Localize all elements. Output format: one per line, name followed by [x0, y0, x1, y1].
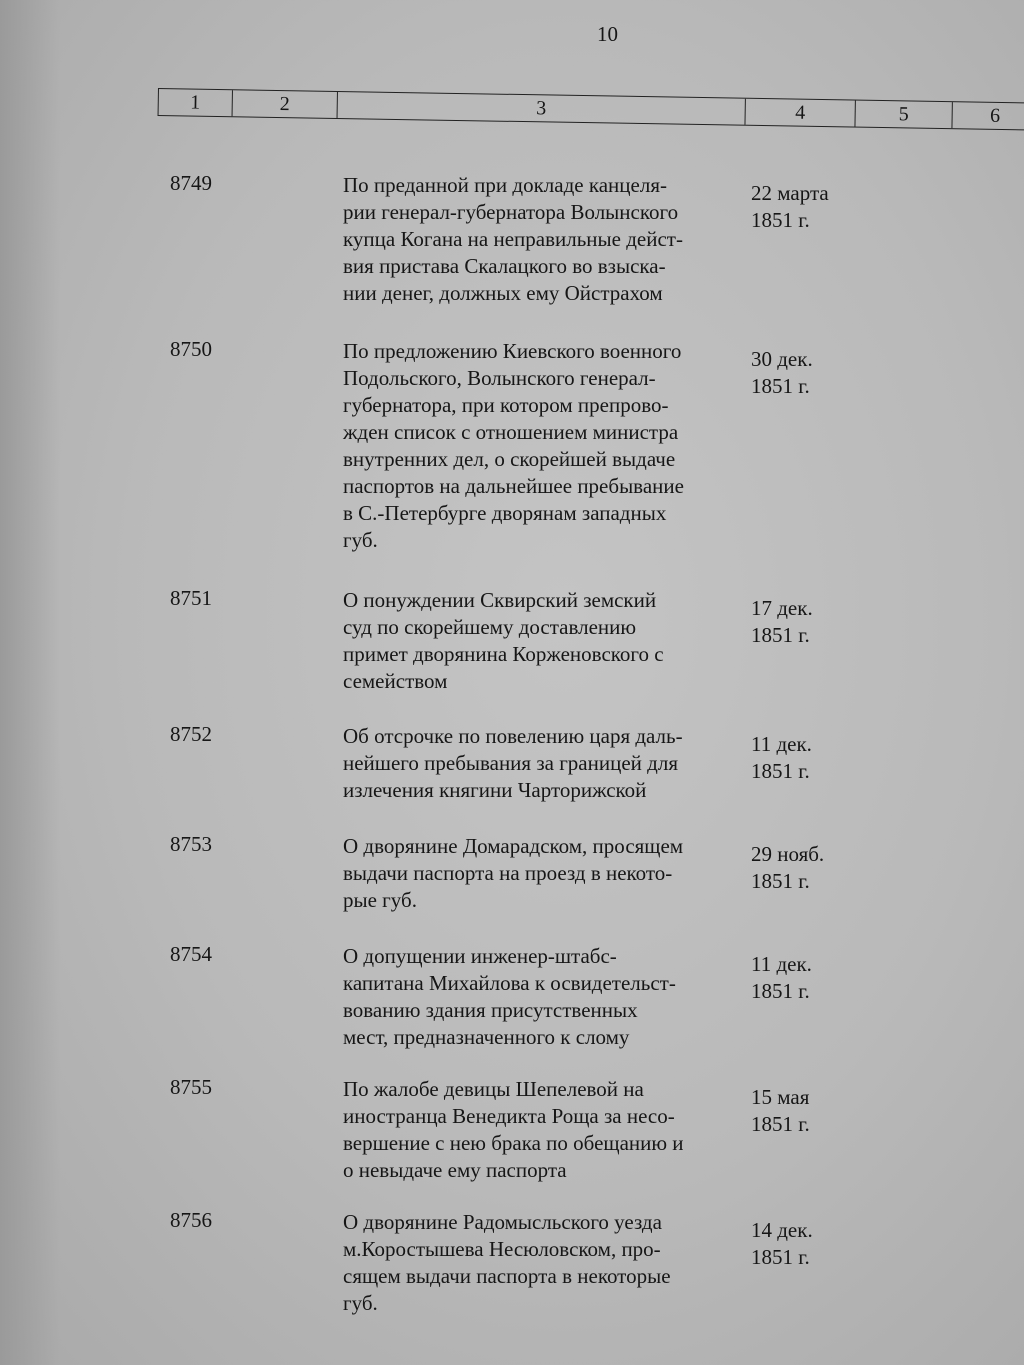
page-number: 10 — [597, 22, 618, 46]
page-edge-shadow — [0, 0, 60, 1365]
entry-date: 30 дек. 1851 г. — [751, 347, 813, 398]
header-col-2: 2 — [233, 90, 338, 118]
entry-number: 8749 — [170, 171, 212, 195]
entry-text: О понуждении Сквирский земский суд по скорейшему доставлению примет дворянина Корженовского с семейством — [343, 588, 664, 693]
header-col-5: 5 — [855, 101, 952, 129]
entry-number: 8751 — [170, 586, 212, 610]
entry-text: Об отсрочке по повелению царя даль- нейшего пребывания за границей для излечения княгини Чарторижской — [343, 724, 683, 802]
entry-date: 22 марта 1851 г. — [751, 181, 829, 232]
entry-date: 11 дек. 1851 г. — [751, 732, 812, 783]
entry-date: 17 дек. 1851 г. — [751, 596, 813, 647]
table-header — [158, 88, 1024, 131]
entry-text: По преданной при докладе канцеля- рии генерал-губернатора Волынского купца Когана на неправильные дейст- вия пристава Скалацкого во взыска- нии денег, должных ему Ойстрахом — [343, 173, 683, 305]
entry-number: 8750 — [170, 337, 212, 361]
entry-number: 8752 — [170, 722, 212, 746]
entry-date: 29 нояб. 1851 г. — [751, 842, 825, 893]
entry-number: 8754 — [170, 942, 212, 966]
entry-date: 11 дек. 1851 г. — [751, 952, 812, 1003]
entry-number: 8756 — [170, 1208, 212, 1232]
header-col-6: 6 — [952, 102, 1024, 129]
entry-text: О допущении инженер-штабс- капитана Михайлова к освидетельст- вованию здания присутственных мест, предназначенного к слому — [343, 944, 676, 1049]
entry-number: 8753 — [170, 832, 212, 856]
entry-text: По жалобе девицы Шепелевой на иностранца Венедикта Роща за несо- вершение с нею брака по обещанию и о невыдаче ему паспорта — [343, 1077, 684, 1182]
entry-date: 15 мая 1851 г. — [751, 1085, 810, 1136]
header-col-3: 3 — [338, 92, 746, 125]
entry-number: 8755 — [170, 1075, 212, 1099]
entry-date: 14 дек. 1851 г. — [751, 1218, 813, 1269]
entry-text: О дворянине Радомысльского уезда м.Коростышева Несюловском, про- сящем выдачи паспорта в некоторые губ. — [343, 1210, 671, 1315]
entry-text: О дворянине Домарадском, просящем выдачи паспорта на проезд в некото- рые губ. — [343, 834, 684, 912]
header-col-4: 4 — [745, 99, 855, 127]
entry-text: По предложению Киевского военного Подольского, Волынского генерал- губернатора, при котором препрово- жден список с отношением министра внутренних дел, о скорейшей выдаче паспортов на дальнейшее пребывание в С.-Петербурге дворянам западных губ. — [343, 339, 684, 552]
header-col-1: 1 — [159, 89, 233, 116]
